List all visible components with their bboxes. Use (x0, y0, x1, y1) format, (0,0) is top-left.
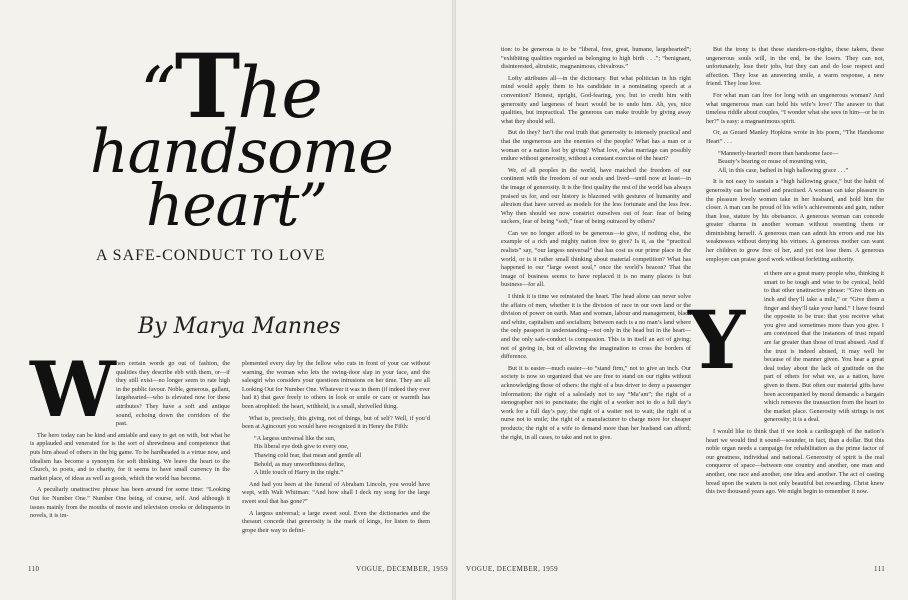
paragraph: I would like to think that if we took a cardiograph of the nation’s heart we would find it sound—sounder, in fact, than a dollar. But this noble organ needs a campaign for rehabilitation as the prime factor of our greatness, individual and national. Generosity of spirit is the real conqueror of space—between one country and another, one man and another, one race and another, one idea and another. The act of casting bread upon the waters is not only beautiful but rewarding. Christ knew this two thousand years ago. We might begin to remember it now. (706, 427, 884, 496)
verse-henry-v (254, 435, 430, 478)
paragraph: tion: to be generous is to be “liberal, free, great, humane, largehearted”; “exhibiting qualities regarded as belonging to high birth . . .”; “benignant, disinterested, altruistic, magnanimous, chivalrous.” (501, 46, 691, 71)
left-column-1 (30, 360, 230, 524)
paragraph: But it is easier—much easier—to “stand firm,” not to give an inch. Our society is now so organized that we are free to stand on our rights without acknowledging those of others: the right of a bus driver to deny a passenger information; the right of a saleslady not to say “Ma’am”; the right of a stenographer not to punctuate; the right of a worker not to do a full day’s work for a full day’s pay; the right of a waiter not to wait; the right of a nurse not to smile; the right of a manufacturer to charge more for cheaper products; the right of a wife to demand more than her husband can afford; the right, in all cases, to take and not to give. (501, 364, 691, 441)
article-subtitle: A SAFE-CONDUCT TO LOVE (96, 247, 326, 264)
left-page-number: 110 (28, 565, 40, 573)
title-line-3: heart” (146, 171, 327, 239)
title-capital-t: T (174, 34, 238, 138)
paragraph: What is, precisely, this giving, not of things, but of self? Well, if you’d been at Agincourt you would have recognized it in Henry the Fifth: (242, 414, 430, 431)
drop-cap-w: W (30, 345, 116, 434)
verse-line: A little touch of Harry in the night.” (254, 469, 344, 477)
title-he: he (237, 52, 322, 134)
paragraph: hen certain words go out of fashion, the qualities they describe ebb with them, or—if they still exist—no longer seem to rate high in the public favour. Noble, generous, gallant, largehearted—who is elevated now for these attributes? They have a soft and antique sound, echoing down the corridors of the past. (116, 360, 230, 428)
verse-line: “A largess universal like the sun, (254, 434, 336, 442)
verse-line: All, in this case, bathed in high hallowing grace . . .” (718, 166, 849, 174)
article-byline: By Marya Mannes (138, 314, 341, 339)
verse-line: “Mannerly-hearted! more than handsome face— (718, 149, 839, 157)
verse-line: His liberal eye doth give to every one, (254, 443, 349, 451)
paragraph: It is not easy to sustain a “high hallowing grace,” but the habit of generosity can be learned and practised. A woman can take pleasure in the pleasure lovely women take in her husband, and hold him the closer. A man can be proud of his wife’s achievements and gain, rather than lose, stature by his obeisance. A generous woman can concede greater charms in another woman without resenting them or diminishing herself. A generous man can admit his errors and rue his weaknesses without denying his virtues. A generous mother can want her children to grow free of her, and yet not lose them. A generous employer can praise good work without forfeiting authority. (706, 178, 884, 263)
paragraph: I think it is time we reinstated the heart. The head alone can never solve the affairs of men, whether it is the division of race in our own land or the division of power on earth. Man and woman, labour and management, black and white, capitalism and socialism; between each is a no man’s land where the only passport is understanding—not only in the head but in the heart—and the only safe-conduct is compassion. This is in itself an act of giving; not of giving in, but of allowing the imagination to cross the borders of difference. (501, 293, 691, 361)
paragraph: et there are a great many people who, thinking it smart to be tough and wise to be cynical, hold to that other unattractive phrase: “Give them an inch and they’ll take a mile,” or “Give them a finger and they’ll take your hand.” I have found the opposite to be true: that you receive what you give and sometimes more than you give. I am convinced that the instances of trust repaid are far greater than those of trust abused. And if the trust is indeed abused, it may well be because of the manner given. You hear a great deal today about the lack of gratitude on the part of others for what we, as a nation, have given to them. But often our material gifts have been accompanied by moral demands: a bargain which removes the transaction from the heart to the market place. Generosity with strings is not generosity; it is a deal. (764, 270, 884, 424)
left-issue-line: VOGUE, DECEMBER, 1959 (356, 565, 449, 573)
verse-line: Beauty’s bearing or muse of mounting vein, (718, 158, 827, 166)
verse-line: Thawing cold fear, that mean and gentle all (254, 451, 362, 459)
paragraph: But the irony is that these standers-on-rights, these takers, these ungenerous souls will, in the end, be the losers. They can not, unfortunately, lose their jobs, but they can and do lose respect and affection. They lose an answering smile, a warm response, a new friend. They lose love. (706, 46, 884, 88)
paragraph: We, of all peoples in the world, have matched the freedom of our continent with the freedom of our souls and lived—until now at least—in the image of generosity. It is the first quality the rest of the world has always praised us for, and our history is blazoned with gestures of humanity and altruism that have served as models for the less fortunate and the less free. Why then should we now constrict ourselves out of fear: fear of being suckers, fear of being “soft,” fear of being outraced by others? (501, 166, 691, 226)
right-column-1 (501, 46, 691, 445)
verse-hopkins (718, 150, 884, 176)
paragraph: Lofty attributes all—in the dictionary. But what politician in his right mind would apply them to his candidate in a nominating speech at a convention? Honest, upright, God-fearing, yes; but to credit him with generosity and largeness of heart would be to undo him. Ah, yes, nice qualities, but impractical. The generous can make trouble by giving away what they should sell. (501, 74, 691, 125)
left-column-2 (242, 360, 430, 538)
paragraph: The hero today can be kind and amiable and easy to get on with, but what he is applauded and venerated for is the sort of shrewdness and competence that puts him ahead of others in the big game. To be hardheaded is a virtue now, and idealism has become a synonym for soft thinking. We leave the heart to the Church, to poets, and to charity, for it seems to have small currency in the market place, of ideas as well as goods, which the world has become. (30, 431, 230, 482)
paragraph: For what man can live for long with an ungenerous woman? And what ungenerous man can hold his wife’s love? The answer to that timeless riddle about couples, “I wonder what she sees in him—or he in her?” is easy: a magnanimous spirit. (706, 91, 884, 125)
drop-cap-y: Y (688, 293, 746, 387)
paragraph: A peculiarly unattractive phrase has been around for some time: “Looking Out for Number One.” Number One being, of course, self. And although it issues mainly from the mouths of movie and television crooks or delinquents in novels, it is im- (30, 486, 230, 520)
right-page (456, 0, 908, 600)
paragraph: A largess universal; a large sweet soul. Even the dictionaries and the thesauri concede that generosity is the mark of kings, for listen to them grope their way to defini- (242, 509, 430, 534)
paragraph: Or, as Gerard Manley Hopkins wrote in his poem, “The Handsome Heart” . . . (706, 129, 884, 145)
paragraph: plemented every day by the fellow who cuts in front of your car without warning, the woman who lets the swing-door slap in your face, and the salesgirl who considers your questions intrusions on her time. They are all Looking Out for Number One. Whatever it was in them (if indeed they ever had it) that gave freely to others in look or smile or care or warmth has been atrophied: the heart, withheld, is a small, shrivelled thing. (242, 360, 430, 410)
left-page (0, 0, 452, 600)
paragraph: But do they? Isn’t the real truth that generosity is intensely practical and that the ungenerous are the enemies of the people? What has a man or a woman or a nation lost by giving? What love, what marriage can possibly endure without generosity, without a constant exercise of the heart? (501, 129, 691, 163)
title-line-2: handsome (90, 117, 393, 187)
right-page-number: 111 (874, 565, 886, 573)
title-open-quote: “ (140, 52, 175, 134)
verse-line: Behold, as may unworthiness define, (254, 460, 346, 468)
right-column-2 (706, 46, 884, 500)
paragraph: And had you been at the funeral of Abraham Lincoln, you would have wept, with Walt Whitman: “And how shall I deck my song for the large sweet soul that has gone?” (242, 480, 430, 505)
right-issue-line: VOGUE, DECEMBER, 1959 (466, 565, 559, 573)
paragraph: Can we no longer afford to be generous—to give, if nothing else, the example of a rich and mighty nation free to give? Is it, as the “practical realists” say, “our largess universal” that has cost us our prime place in the world, or is it rather small thinking about material competition? What has happened to our “large sweet soul,” once the world’s beacon? That the image of business seems to have replaced it is no many places is but business—for all. (501, 229, 691, 289)
